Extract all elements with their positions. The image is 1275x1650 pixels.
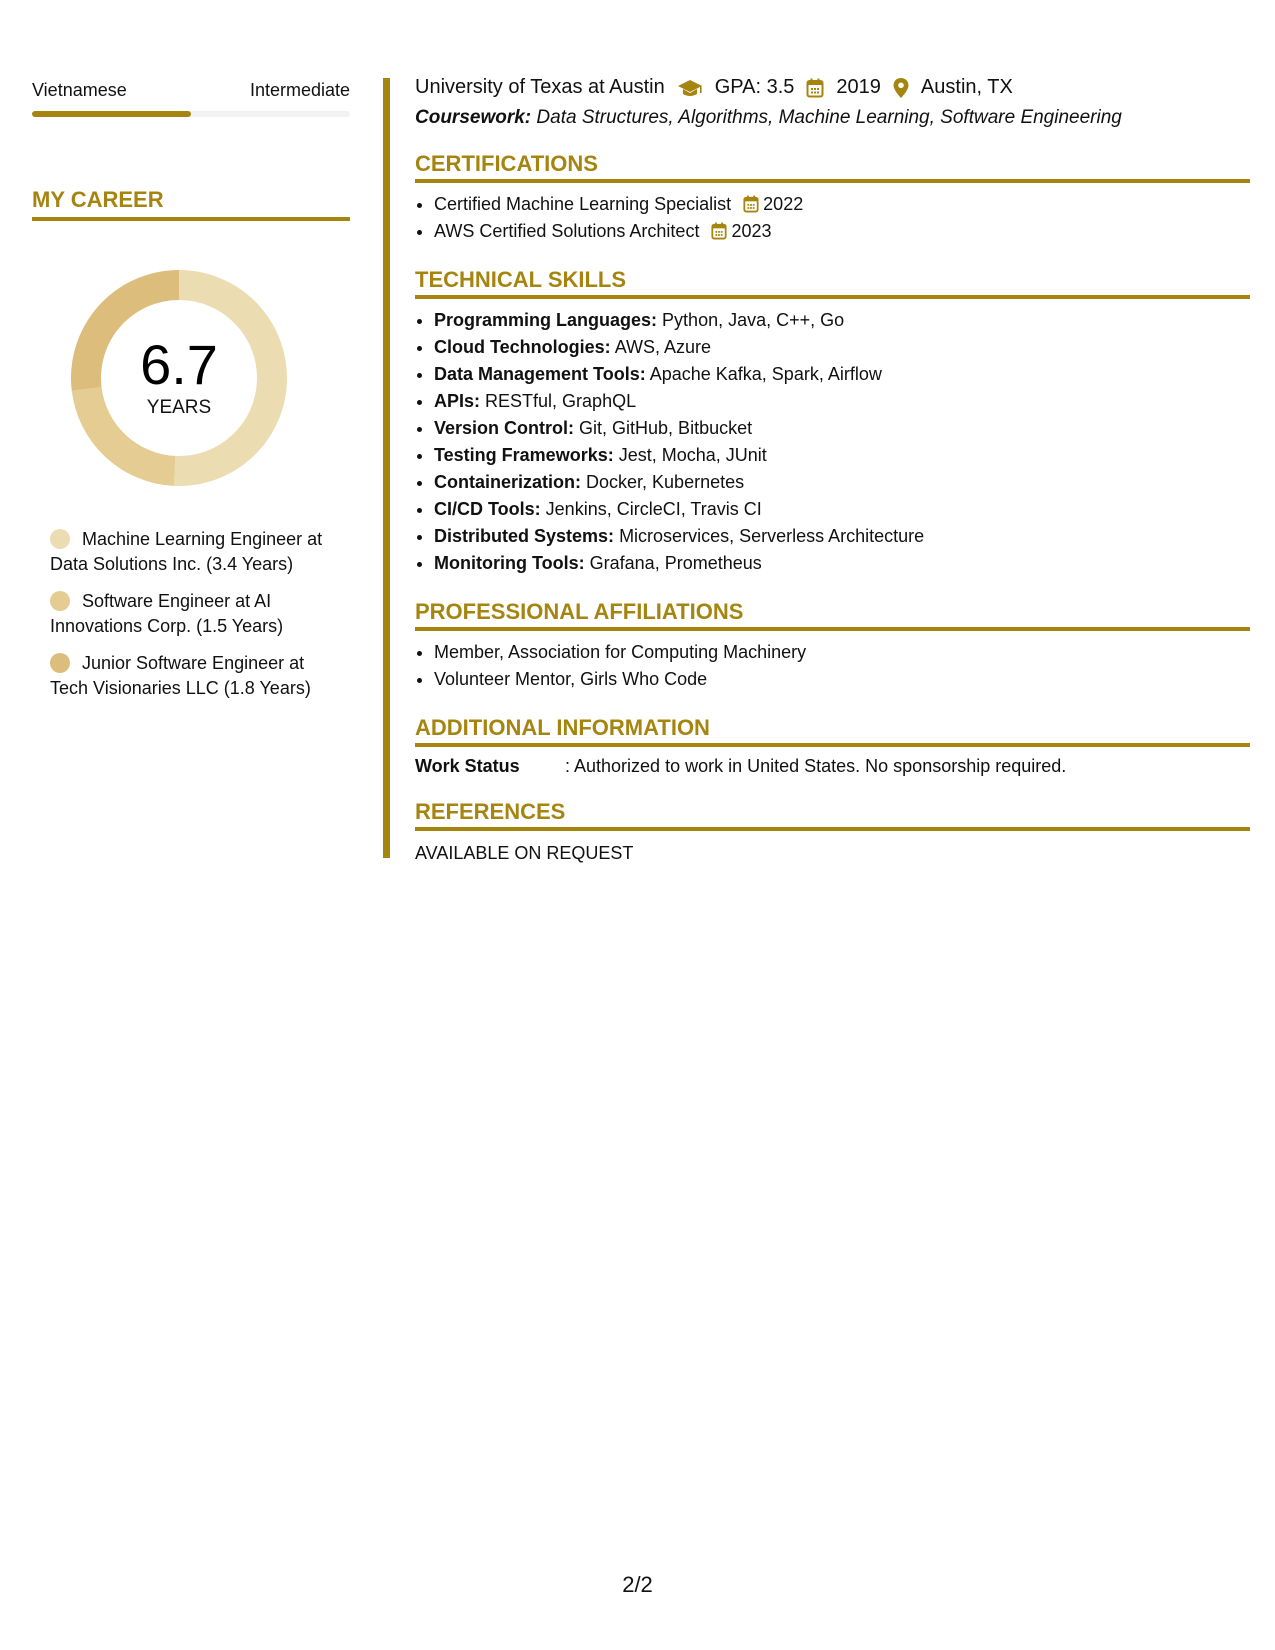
skill-item	[434, 415, 1250, 442]
skill-value: AWS, Azure	[614, 337, 712, 357]
skills-list	[415, 307, 1250, 577]
certification-year: 2023	[731, 221, 772, 241]
legend-dot-icon	[50, 653, 70, 673]
skill-value: Python, Java, C++, Go	[662, 310, 845, 330]
additional-info-title: ADDITIONAL INFORMATION	[415, 715, 1250, 747]
calendar-icon	[743, 195, 759, 213]
page-number: 2/2	[622, 1572, 653, 1597]
skill-item	[434, 550, 1250, 577]
skill-item	[434, 334, 1250, 361]
right-column	[415, 76, 1250, 864]
language-name: Vietnamese	[32, 80, 127, 100]
education-school: University of Texas at Austin	[415, 76, 665, 98]
coursework-value: Data Structures, Algorithms, Machine Learning, Software Engineering	[536, 107, 1122, 128]
education-year: 2019	[836, 76, 881, 98]
career-section-title: MY CAREER	[32, 187, 350, 221]
graduation-cap-icon	[677, 78, 703, 98]
references-text: AVAILABLE ON REQUEST	[415, 843, 634, 863]
skill-value: Docker, Kubernetes	[586, 472, 745, 492]
skill-label: Testing Frameworks:	[434, 445, 614, 465]
skill-value: Microservices, Serverless Architecture	[619, 526, 925, 546]
skill-item	[434, 361, 1250, 388]
skill-label: Version Control:	[434, 418, 575, 438]
skill-label: Cloud Technologies:	[434, 337, 611, 357]
column-divider	[383, 78, 390, 858]
language-level: Intermediate	[249, 80, 350, 100]
work-status-label: Work Status	[415, 756, 520, 776]
skill-item	[434, 523, 1250, 550]
skill-label: Data Management Tools:	[434, 364, 646, 384]
certifications-title: CERTIFICATIONS	[415, 151, 1250, 183]
legend-dot-icon	[50, 591, 70, 611]
legend-item	[50, 527, 340, 577]
skill-label: Programming Languages:	[434, 310, 658, 330]
skill-value: Git, GitHub, Bitbucket	[579, 418, 753, 438]
calendar-icon	[806, 78, 824, 98]
skill-label: CI/CD Tools:	[434, 499, 541, 519]
education-gpa: GPA: 3.5	[714, 76, 795, 98]
skill-item	[434, 388, 1250, 415]
skill-value: Jest, Mocha, JUnit	[618, 445, 767, 465]
career-donut-chart	[64, 263, 294, 493]
calendar-icon	[711, 222, 727, 240]
certifications-list	[415, 191, 1250, 245]
legend-item	[50, 589, 340, 639]
skill-item	[434, 496, 1250, 523]
skill-label: Containerization:	[434, 472, 581, 492]
affiliations-title: PROFESSIONAL AFFILIATIONS	[415, 599, 1250, 631]
skill-item	[434, 442, 1250, 469]
coursework-label: Coursework:	[415, 107, 532, 128]
education-location: Austin, TX	[920, 76, 1013, 98]
skill-value: Apache Kafka, Spark, Airflow	[649, 364, 882, 384]
skill-value: Jenkins, CircleCI, Travis CI	[545, 499, 762, 519]
certification-item	[434, 218, 1250, 245]
affiliation-item: • Volunteer Mentor, Girls Who Code	[434, 666, 1250, 693]
affiliations-list	[415, 639, 1250, 693]
certification-name: Certified Machine Learning Specialist	[434, 194, 732, 214]
language-proficiency-bar	[32, 111, 350, 117]
certification-name: AWS Certified Solutions Architect	[434, 221, 700, 241]
map-pin-icon	[893, 78, 909, 98]
left-column	[32, 70, 350, 713]
work-status-value: : Authorized to work in United States. No sponsorship required.	[565, 756, 1067, 776]
skill-item	[434, 307, 1250, 334]
education-line	[415, 76, 1250, 99]
skill-label: APIs:	[434, 391, 481, 411]
legend-item	[50, 651, 340, 701]
skill-value: RESTful, GraphQL	[485, 391, 637, 411]
legend-label: Software Engineer at AI Innovations Corp. (1.5 Years)	[50, 591, 284, 636]
legend-label: Junior Software Engineer at Tech Visionaries LLC (1.8 Years)	[50, 653, 311, 698]
certification-item	[434, 191, 1250, 218]
skill-item	[434, 469, 1250, 496]
career-legend	[50, 527, 340, 701]
skill-label: Monitoring Tools:	[434, 553, 585, 573]
references-title: REFERENCES	[415, 799, 1250, 831]
certification-year: 2022	[763, 194, 804, 214]
career-total-unit: YEARS	[146, 397, 212, 418]
affiliation-item: • Member, Association for Computing Machinery	[434, 639, 1250, 666]
legend-label: Machine Learning Engineer at Data Solutions Inc. (3.4 Years)	[50, 529, 323, 574]
legend-dot-icon	[50, 529, 70, 549]
work-status-row	[415, 756, 1250, 777]
coursework-line	[415, 107, 1250, 129]
skill-label: Distributed Systems:	[434, 526, 615, 546]
skill-value: Grafana, Prometheus	[589, 553, 762, 573]
language-item	[32, 80, 350, 117]
skills-title: TECHNICAL SKILLS	[415, 267, 1250, 299]
career-total-years: 6.7	[140, 333, 218, 396]
language-proficiency-fill	[32, 111, 191, 117]
